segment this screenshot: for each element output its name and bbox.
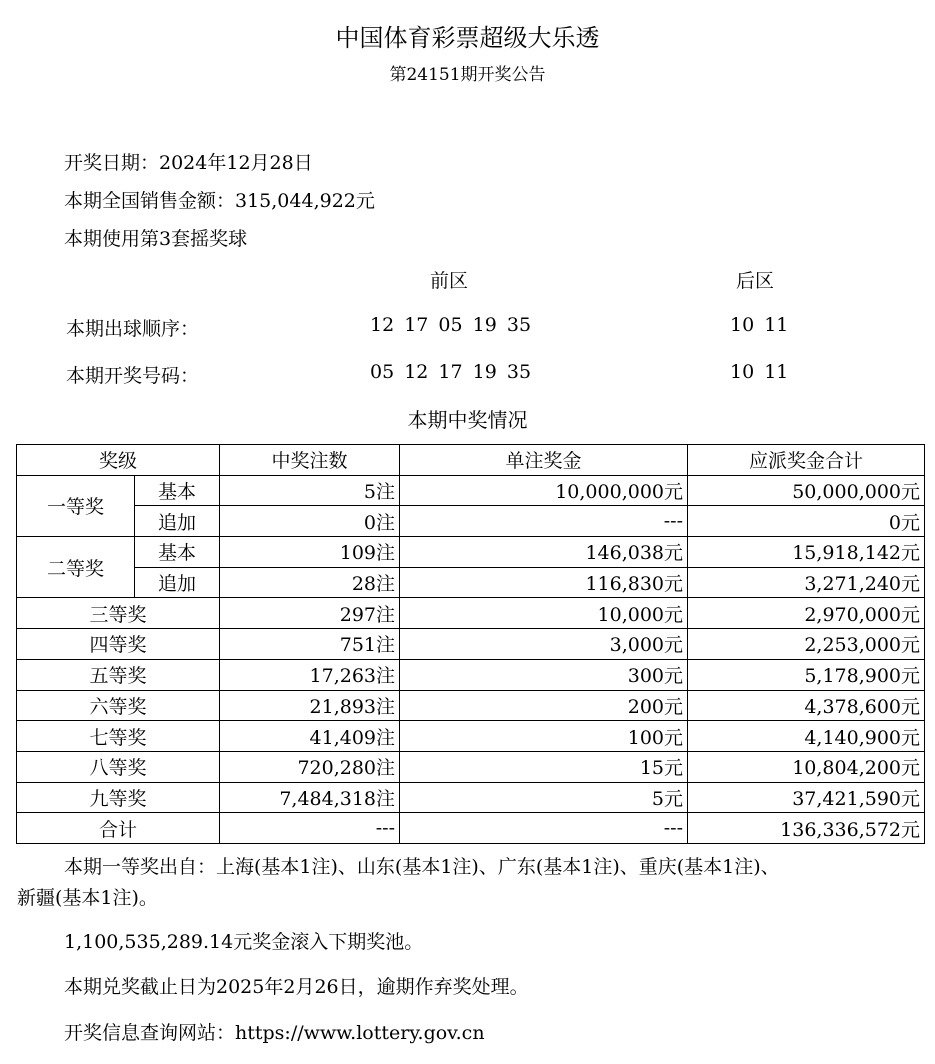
winning-numbers-front: 05 12 17 19 35 [370, 361, 532, 383]
table-row [17, 629, 925, 660]
table-row [17, 813, 925, 844]
header-count: 中奖注数 [220, 445, 400, 476]
unit-prize: 5元 [400, 782, 688, 813]
rollover-amount: 1,100,535,289.14元奖金滚入下期奖池。 [64, 931, 424, 953]
prize-sublevel: 基本 [135, 475, 220, 506]
unit-prize: 100元 [400, 721, 688, 752]
total-prize: 4,140,900元 [688, 721, 925, 752]
winner-count: 751注 [220, 629, 400, 660]
unit-prize: 200元 [400, 690, 688, 721]
first-prize-origin-cont: 新疆(基本1注)。 [17, 887, 158, 909]
unit-prize: --- [400, 506, 688, 537]
winning-numbers-label: 本期开奖号码： [66, 365, 200, 387]
draw-date: 开奖日期：2024年12月28日 [64, 152, 313, 174]
back-zone-label: 后区 [736, 270, 775, 292]
total-prize: 10,804,200元 [688, 751, 925, 782]
prize-level: 一等奖 [17, 475, 135, 536]
first-prize-origin: 本期一等奖出自：上海(基本1注)、山东(基本1注)、广东(基本1注)、重庆(基本1注)、 [64, 856, 780, 878]
table-header-row [17, 445, 925, 476]
winner-count: 7,484,318注 [220, 782, 400, 813]
winner-count: 21,893注 [220, 690, 400, 721]
winner-count: --- [220, 813, 400, 844]
draw-order-back: 10 11 [730, 314, 789, 336]
unit-prize: 10,000,000元 [400, 475, 688, 506]
table-row [17, 537, 925, 568]
website-info: 开奖信息查询网站：https://www.lottery.gov.cn [64, 1022, 485, 1044]
table-row [17, 751, 925, 782]
claim-deadline: 本期兑奖截止日为2025年2月26日，逾期作弃奖处理。 [64, 976, 529, 998]
total-prize: 5,178,900元 [688, 659, 925, 690]
page-title: 中国体育彩票超级大乐透 [335, 24, 600, 52]
unit-prize: 3,000元 [400, 629, 688, 660]
total-prize: 3,271,240元 [688, 567, 925, 598]
issue-subtitle: 第24151期开奖公告 [389, 65, 546, 85]
winning-numbers-back: 10 11 [730, 361, 789, 383]
winner-count: 109注 [220, 537, 400, 568]
unit-prize: --- [400, 813, 688, 844]
prize-level: 六等奖 [17, 690, 220, 721]
table-row [17, 567, 925, 598]
table-row [17, 782, 925, 813]
front-zone-label: 前区 [430, 270, 469, 292]
prize-level: 合计 [17, 813, 220, 844]
table-row [17, 475, 925, 506]
prize-level: 八等奖 [17, 751, 220, 782]
winner-count: 5注 [220, 475, 400, 506]
header-total: 应派奖金合计 [688, 445, 925, 476]
prize-level: 九等奖 [17, 782, 220, 813]
winner-count: 28注 [220, 567, 400, 598]
prize-level: 五等奖 [17, 659, 220, 690]
total-prize: 4,378,600元 [688, 690, 925, 721]
prize-table [16, 444, 925, 844]
table-row [17, 598, 925, 629]
prize-level: 三等奖 [17, 598, 220, 629]
total-prize: 15,918,142元 [688, 537, 925, 568]
total-prize: 2,970,000元 [688, 598, 925, 629]
header-unit-prize: 单注奖金 [400, 445, 688, 476]
total-prize: 0元 [688, 506, 925, 537]
sales-amount: 本期全国销售金额：315,044,922元 [64, 190, 375, 212]
draw-order-label: 本期出球顺序： [66, 318, 200, 340]
winner-count: 41,409注 [220, 721, 400, 752]
unit-prize: 15元 [400, 751, 688, 782]
draw-order-front: 12 17 05 19 35 [370, 314, 532, 336]
table-row [17, 721, 925, 752]
ball-set: 本期使用第3套摇奖球 [64, 228, 248, 250]
winner-count: 0注 [220, 506, 400, 537]
prize-level: 七等奖 [17, 721, 220, 752]
unit-prize: 300元 [400, 659, 688, 690]
winner-count: 17,263注 [220, 659, 400, 690]
winner-count: 720,280注 [220, 751, 400, 782]
winner-count: 297注 [220, 598, 400, 629]
prize-level: 四等奖 [17, 629, 220, 660]
prize-sublevel: 追加 [135, 506, 220, 537]
total-prize: 136,336,572元 [688, 813, 925, 844]
table-row [17, 690, 925, 721]
total-prize: 50,000,000元 [688, 475, 925, 506]
table-row [17, 506, 925, 537]
prize-section-title: 本期中奖情况 [407, 408, 528, 432]
total-prize: 2,253,000元 [688, 629, 925, 660]
unit-prize: 10,000元 [400, 598, 688, 629]
prize-sublevel: 追加 [135, 567, 220, 598]
prize-sublevel: 基本 [135, 537, 220, 568]
header-level: 奖级 [17, 445, 220, 476]
unit-prize: 116,830元 [400, 567, 688, 598]
unit-prize: 146,038元 [400, 537, 688, 568]
total-prize: 37,421,590元 [688, 782, 925, 813]
prize-level: 二等奖 [17, 537, 135, 598]
table-row [17, 659, 925, 690]
